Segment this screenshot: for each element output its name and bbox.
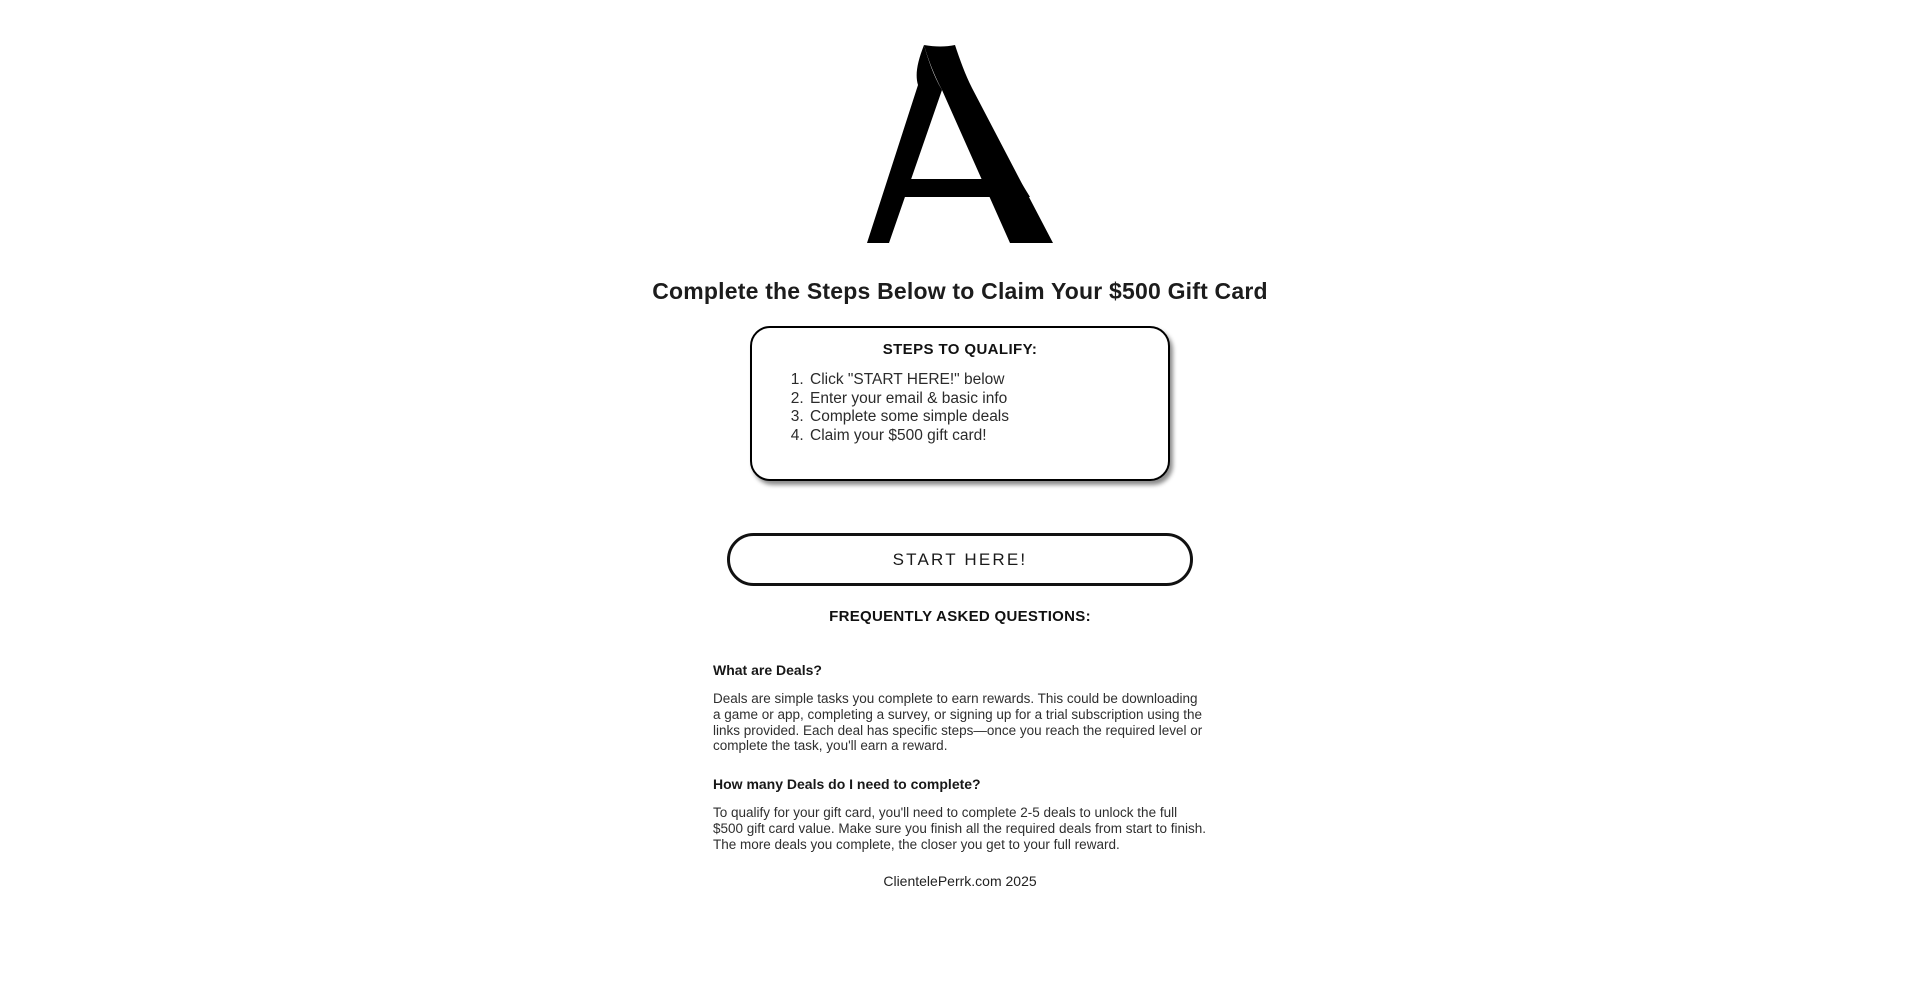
faq-question: What are Deals?: [713, 662, 822, 678]
step-item-2: 2. Enter your email & basic info: [808, 390, 1168, 409]
steps-box-title: STEPS TO QUALIFY:: [882, 341, 1038, 358]
faq-section: [713, 662, 1207, 853]
brand-logo: [640, 43, 1280, 245]
steps-to-qualify-box: [750, 326, 1170, 481]
faq-answer: Deals are simple tasks you complete to earn rewards. This could be downloading a game or app, completing a survey, or signing up for a trial subscription using the links provided. Each deal has specific steps—once you reach the required level or complete the task, you'll earn a reward.: [713, 691, 1203, 754]
step-item-4: 4. Claim your $500 gift card!: [808, 427, 1168, 446]
faq-question: How many Deals do I need to complete?: [713, 776, 981, 793]
start-here-button[interactable]: START HERE!: [727, 533, 1193, 586]
step-item-1: 1. Click "START HERE!" below: [808, 371, 1168, 390]
faq-item: [713, 776, 1207, 852]
faq-item: [713, 662, 1207, 754]
landing-page: [640, 0, 1280, 889]
brand-a-logo-icon: [865, 43, 1055, 245]
faq-heading: FREQUENTLY ASKED QUESTIONS:: [829, 608, 1091, 625]
steps-list: [752, 371, 1168, 445]
page-title: Complete the Steps Below to Claim Your $500 Gift Card: [652, 278, 1268, 304]
faq-answer: To qualify for your gift card, you'll need to complete 2-5 deals to unlock the full $500 gift card value. Make sure you finish all the required deals from start to finish. The more deals you complete, the closer you get to your full reward.: [713, 805, 1207, 852]
step-item-3: 3. Complete some simple deals: [808, 408, 1168, 427]
footer-text: ClientelePerrk.com 2025: [883, 872, 1037, 889]
